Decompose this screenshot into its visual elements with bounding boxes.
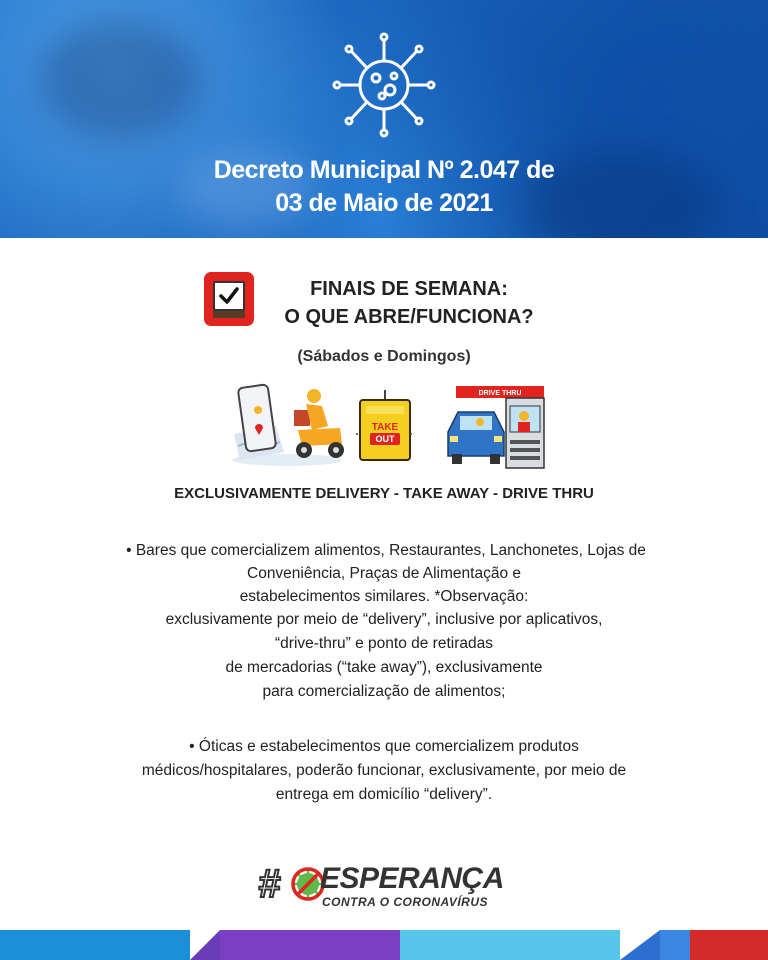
logo-main-text: ESPERANÇA: [320, 862, 504, 895]
paragraph1-line3: estabelecimentos similares. *Observação:: [239, 588, 529, 605]
logo-subtitle: CONTRA O CORONAVÍRUS: [322, 895, 488, 909]
paragraph1-line7: para comercialização de alimentos;: [262, 683, 506, 700]
paragraph1-line5: “drive-thru” e ponto de retiradas: [275, 635, 493, 652]
section-subtitle: (Sábados e Domingos): [297, 348, 471, 365]
decree-title-line1: Decreto Municipal Nº 2.047 de: [213, 156, 555, 184]
delivery-scooter-illustration: [232, 382, 350, 468]
section-title-line2: O QUE ABRE/FUNCIONA?: [284, 306, 534, 328]
paragraph1-line4: exclusivamente por meio de “delivery”, inclusive por aplicativos,: [165, 611, 603, 628]
header-banner: [0, 0, 768, 238]
drive-thru-label: DRIVE THRU: [478, 390, 522, 397]
take-out-label-top: TAKE: [371, 422, 399, 433]
paragraph2-line2: médicos/hospitalares, poderão funcionar, exclusivamente, por meio de: [141, 762, 627, 779]
paragraph1-line2: Conveniência, Praças de Alimentação e: [247, 565, 521, 582]
paragraph2-line3: entrega em domicílio “delivery”.: [275, 786, 493, 803]
take-out-bag-illustration: [356, 390, 414, 462]
take-out-label-bottom: OUT: [375, 434, 395, 444]
drive-thru-illustration: [444, 384, 548, 470]
background-blob: [40, 20, 200, 140]
logo-hash: #: [258, 862, 281, 906]
service-modes-line: EXCLUSIVAMENTE DELIVERY - TAKE AWAY - DRIVE THRU: [174, 485, 594, 502]
footer-color-stripe: [0, 930, 768, 960]
decree-title-line2: 03 de Maio de 2021: [275, 189, 493, 217]
paragraph1-line6: de mercadorias (“take away”), exclusivamente: [225, 659, 543, 676]
checkbox-icon: [204, 272, 254, 326]
virus-icon: [332, 30, 436, 140]
paragraph1-line1: • Bares que comercializem alimentos, Restaurantes, Lanchonetes, Lojas de: [126, 542, 646, 559]
section-title-line1: FINAIS DE SEMANA:: [310, 278, 508, 300]
paragraph2-line1: • Óticas e estabelecimentos que comercializem produtos: [189, 738, 579, 755]
